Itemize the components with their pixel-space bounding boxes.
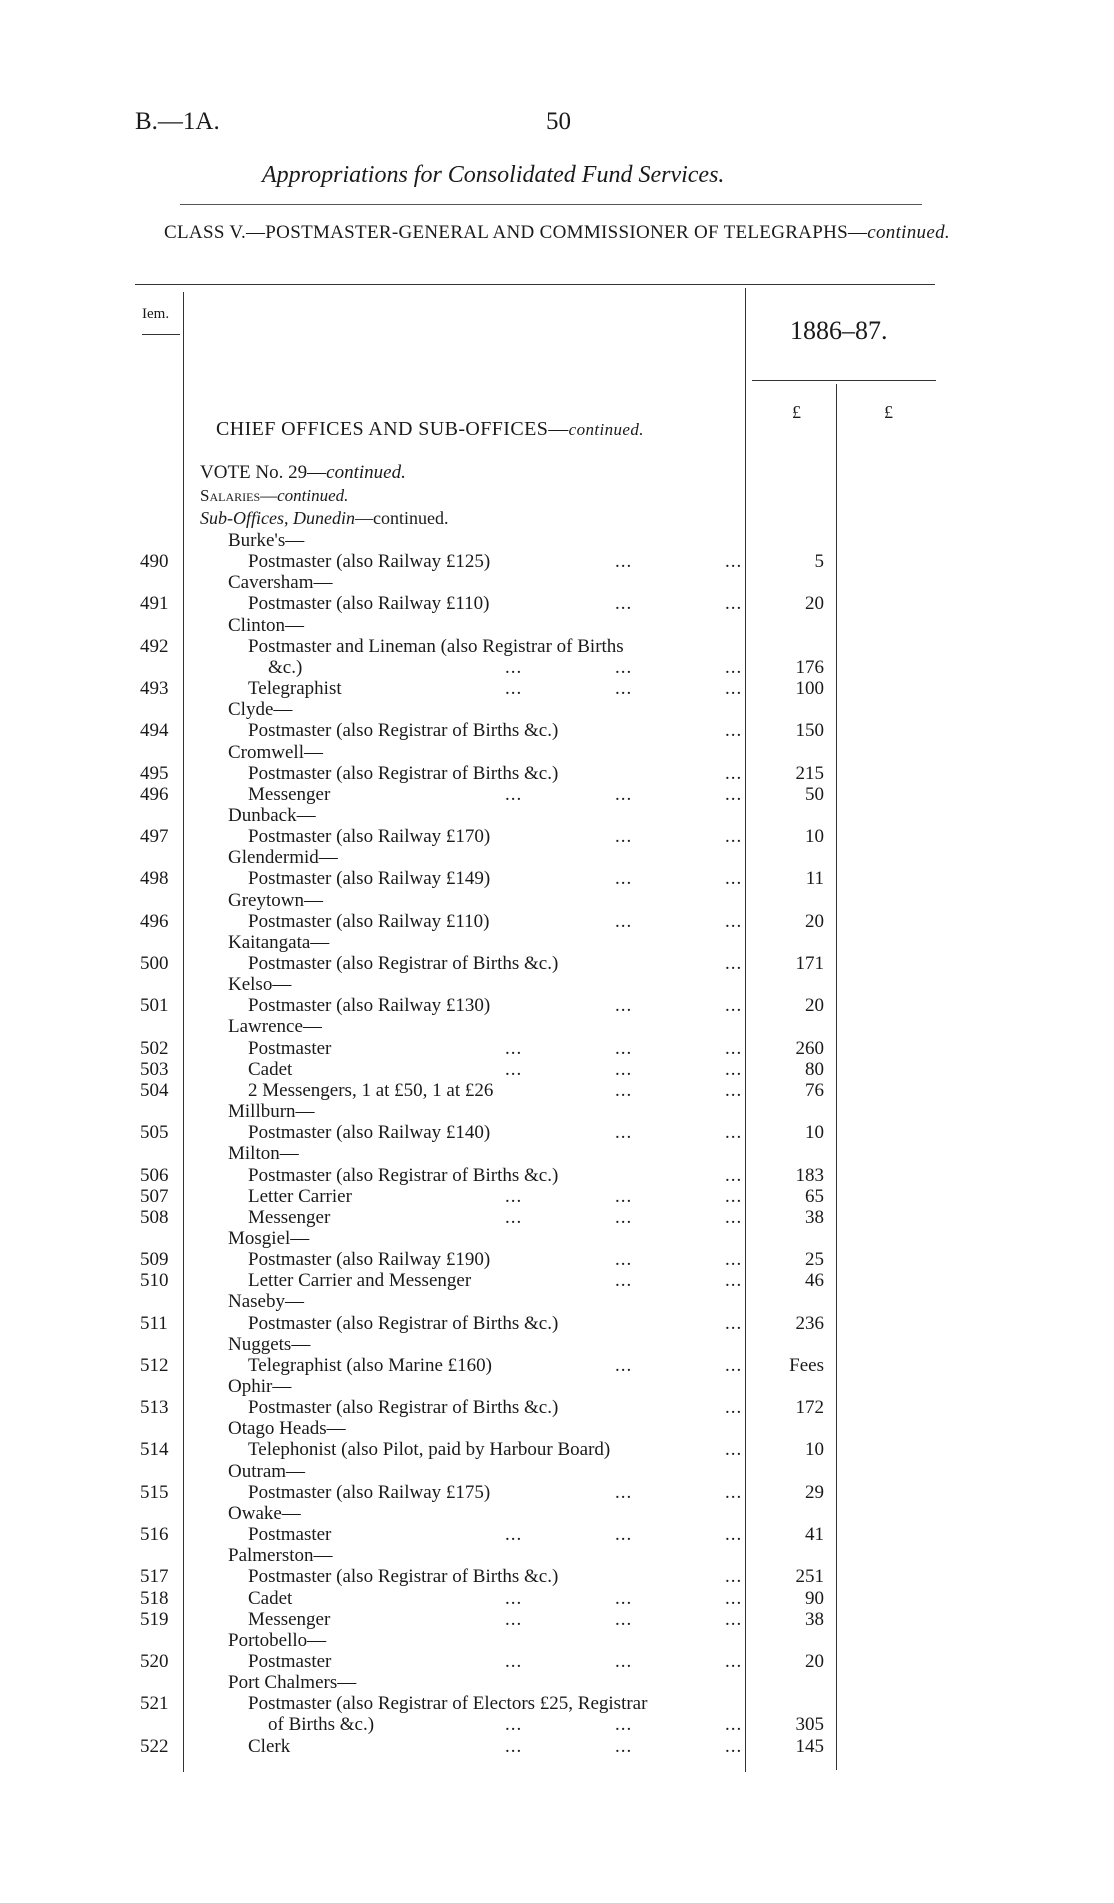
amount: 65: [805, 1185, 824, 1207]
year-rule: [752, 380, 936, 381]
ledger-row: 516 Postmaster ... ... ... 41: [140, 1524, 824, 1546]
amount: 80: [805, 1058, 824, 1080]
office-name: Lawrence—: [228, 1016, 322, 1038]
salaries-heading: [200, 486, 348, 506]
item-number: 498: [140, 868, 169, 890]
amount: 50: [805, 783, 824, 805]
ledger-row: 513 Postmaster (also Registrar of Births &c.) ... 172: [140, 1397, 824, 1419]
item-number: 514: [140, 1439, 169, 1461]
amount: 20: [805, 1650, 824, 1672]
ledger-row: 522 Clerk ... ... ... 145: [140, 1735, 824, 1757]
item-number: 503: [140, 1058, 169, 1080]
amount: 90: [805, 1587, 824, 1609]
office-name: Dunback—: [228, 804, 316, 826]
office-name: Outram—: [228, 1460, 306, 1482]
item-number: 495: [140, 762, 169, 784]
office-name: Nuggets—: [228, 1333, 311, 1355]
item-number: 522: [140, 1735, 169, 1757]
ledger-row: 496 Postmaster (also Railway £110) ... ... 20: [140, 910, 824, 932]
office-name: Palmerston—: [228, 1545, 333, 1567]
item-number: 509: [140, 1249, 169, 1271]
office-heading-row: [0, 615, 1114, 637]
office-name: Otago Heads—: [228, 1418, 346, 1440]
office-heading-row: [0, 932, 1114, 954]
position-description: Postmaster and Lineman (also Registrar of Births: [248, 635, 624, 657]
ledger-row: 508 Messenger ... ... ... 38: [140, 1206, 824, 1228]
position-description: Postmaster: [248, 1524, 332, 1546]
office-heading-row: [0, 805, 1114, 827]
position-description: Postmaster (also Registrar of Births &c.): [248, 1566, 559, 1588]
vote-label: VOTE No. 29—: [200, 462, 327, 483]
office-heading-row: [0, 847, 1114, 869]
position-description: Postmaster (also Railway £125): [248, 551, 491, 573]
office-heading-row: [0, 1291, 1114, 1313]
position-description: Postmaster (also Railway £110): [248, 593, 490, 615]
amount: 100: [795, 678, 824, 700]
ledger-row: 494 Postmaster (also Registrar of Births &c.) ... 150: [140, 720, 824, 742]
ledger-row: [0, 636, 1114, 658]
item-number: 494: [140, 720, 169, 742]
ledger-row: 497 Postmaster (also Railway £170) ... ... 10: [140, 826, 824, 848]
class-title-continued: continued.: [867, 222, 950, 243]
item-number: 510: [140, 1270, 169, 1292]
ledger-row: 506 Postmaster (also Registrar of Births &c.) ... 183: [140, 1164, 824, 1186]
office-name: Portobello—: [228, 1629, 327, 1651]
office-name: Cromwell—: [228, 741, 323, 763]
page-subtitle: Appropriations for Consolidated Fund Services.: [262, 162, 725, 188]
position-description: Postmaster (also Railway £190): [248, 1249, 491, 1271]
ledger-row: 520 Postmaster ... ... ... 20: [140, 1650, 824, 1672]
office-name: Port Chalmers—: [228, 1672, 357, 1694]
item-header-rule: [142, 334, 180, 335]
office-heading-row: [0, 890, 1114, 912]
position-description: Postmaster (also Railway £130): [248, 995, 491, 1017]
position-description: Postmaster (also Railway £175): [248, 1481, 491, 1503]
office-heading-row: [0, 742, 1114, 764]
office-name: Greytown—: [228, 889, 323, 911]
ledger-row: 491 Postmaster (also Railway £110) ... ... 20: [140, 593, 824, 615]
sub-offices-continued: —continued.: [354, 508, 449, 528]
office-heading-row: [0, 1143, 1114, 1165]
amount: 10: [805, 826, 824, 848]
amount: 25: [805, 1249, 824, 1271]
office-heading-row: [0, 1672, 1114, 1694]
position-description: Postmaster (also Registrar of Births &c.): [248, 953, 559, 974]
ledger-row: of Births &c.) ... ... ... 305: [268, 1714, 824, 1736]
item-column-header: Iem.: [142, 306, 170, 322]
office-name: Owake—: [228, 1502, 301, 1524]
amount: 171: [795, 953, 824, 974]
amount: 20: [805, 910, 824, 932]
item-number: 504: [140, 1079, 169, 1101]
sub-offices-heading: [200, 508, 448, 529]
ledger-row: 504 2 Messengers, 1 at £50, 1 at £26 ... ... 76: [140, 1079, 824, 1101]
position-description: Postmaster: [248, 1037, 332, 1059]
amount: 38: [805, 1206, 824, 1228]
position-description: Postmaster (also Registrar of Births &c.): [248, 1397, 559, 1419]
amount: 76: [805, 1079, 824, 1101]
section-heading-continued: continued.: [568, 420, 644, 439]
item-number: 491: [140, 593, 169, 615]
item-number: 518: [140, 1587, 169, 1609]
ledger-row: 512 Telegraphist (also Marine £160) ... ... Fees: [140, 1354, 824, 1376]
office-name: Clinton—: [228, 614, 305, 636]
amount: 176: [795, 656, 824, 678]
item-number: 502: [140, 1037, 169, 1059]
item-number: 497: [140, 826, 169, 848]
amount: 20: [805, 593, 824, 615]
position-description: Telephonist (also Pilot, paid by Harbour Board): [248, 1439, 611, 1461]
position-description: Postmaster (also Railway £140): [248, 1122, 491, 1144]
item-number: 500: [140, 953, 169, 974]
office-name: Ophir—: [228, 1376, 292, 1397]
office-heading-row: [0, 1334, 1114, 1356]
office-name: Burke's—: [228, 530, 305, 551]
vote-label-continued: continued.: [326, 462, 406, 483]
office-heading-row: [0, 699, 1114, 721]
office-heading-row: [0, 1630, 1114, 1652]
office-heading-row: [0, 1418, 1114, 1440]
office-name: Caversham—: [228, 572, 333, 594]
document-reference: B.—1A.: [135, 108, 220, 135]
position-description: Letter Carrier: [248, 1185, 352, 1207]
ledger-row: 502 Postmaster ... ... ... 260: [140, 1037, 824, 1059]
position-description: Cadet: [248, 1587, 293, 1609]
office-name: Milton—: [228, 1143, 299, 1165]
office-heading-row: [0, 572, 1114, 594]
position-description: Postmaster (also Registrar of Births &c.): [248, 720, 559, 742]
ledger-row: 505 Postmaster (also Railway £140) ... ... 10: [140, 1122, 824, 1144]
amount: 46: [805, 1270, 824, 1292]
office-name: Naseby—: [228, 1291, 304, 1313]
position-description: Messenger: [248, 1206, 331, 1228]
ledger-row: 507 Letter Carrier ... ... ... 65: [140, 1185, 824, 1207]
ledger-row: 511 Postmaster (also Registrar of Births &c.) ... 236: [140, 1312, 824, 1334]
item-number: 517: [140, 1566, 169, 1588]
position-description: Postmaster (also Railway £149): [248, 868, 491, 890]
office-heading-row: [0, 1101, 1114, 1123]
position-description: Telegraphist: [248, 678, 342, 700]
amount: 145: [795, 1735, 824, 1757]
item-number: 508: [140, 1206, 169, 1228]
item-number: 513: [140, 1397, 169, 1419]
header-rule: [180, 204, 922, 205]
office-heading-row: [0, 530, 1114, 552]
amount: 150: [795, 720, 824, 742]
item-number: 507: [140, 1185, 169, 1207]
section-heading-text: CHIEF OFFICES AND SUB-OFFICES—: [216, 418, 569, 440]
position-description: Postmaster (also Registrar of Births &c.): [248, 1312, 559, 1334]
position-description: Postmaster (also Railway £170): [248, 826, 491, 848]
office-name: Kelso—: [228, 974, 292, 996]
page-number: 50: [546, 108, 571, 135]
position-description: 2 Messengers, 1 at £50, 1 at £26: [248, 1079, 494, 1101]
ledger-row: 509 Postmaster (also Railway £190) ... ... 25: [140, 1249, 824, 1271]
ledger-row: &c.) ... ... ... 176: [268, 656, 824, 678]
amount: 20: [805, 995, 824, 1017]
class-title: [0, 222, 1114, 244]
item-number: 490: [140, 551, 169, 573]
amount: 11: [805, 868, 824, 890]
currency-header-2: £: [884, 402, 893, 422]
position-description: Messenger: [248, 783, 331, 805]
office-heading-row: [0, 1461, 1114, 1483]
position-description: Telegraphist (also Marine £160): [248, 1354, 493, 1376]
item-number: 496: [140, 910, 169, 932]
position-description: Postmaster (also Registrar of Births &c.): [248, 762, 559, 784]
item-number: 519: [140, 1608, 169, 1630]
item-number: 496: [140, 783, 169, 805]
amount: 305: [795, 1714, 824, 1736]
amount: 260: [795, 1037, 824, 1059]
amount: 251: [795, 1566, 824, 1588]
item-number: 511: [140, 1312, 168, 1334]
position-description: Postmaster: [248, 1650, 332, 1672]
position-description: Messenger: [248, 1608, 331, 1630]
office-name: Millburn—: [228, 1101, 315, 1123]
table-top-rule: [135, 284, 935, 285]
section-heading: [216, 418, 644, 441]
office-heading-row: [0, 1503, 1114, 1525]
position-description: Clerk: [248, 1735, 291, 1757]
vote-heading: [200, 462, 406, 484]
item-number: 493: [140, 678, 169, 700]
salaries-label: Salaries—: [200, 486, 278, 505]
position-description: Postmaster (also Railway £110): [248, 910, 490, 932]
ledger-row: 515 Postmaster (also Railway £175) ... ... 29: [140, 1481, 824, 1503]
ledger-row: 519 Messenger ... ... ... 38: [140, 1608, 824, 1630]
office-heading-row: [0, 1228, 1114, 1250]
amount: 236: [795, 1312, 824, 1334]
ledger-row: 496 Messenger ... ... ... 50: [140, 783, 824, 805]
item-number: 501: [140, 995, 169, 1017]
amount: 10: [805, 1439, 824, 1461]
office-name: Clyde—: [228, 699, 293, 721]
item-number: 516: [140, 1524, 169, 1546]
amount: 183: [795, 1164, 824, 1186]
position-description: &c.): [268, 656, 303, 678]
class-title-text: CLASS V.—POSTMASTER-GENERAL AND COMMISSIONER OF TELEGRAPHS—: [164, 222, 868, 243]
office-heading-row: [0, 974, 1114, 996]
office-name: Kaitangata—: [228, 931, 330, 953]
ledger-row: 495 Postmaster (also Registrar of Births &c.) ... 215: [140, 762, 824, 784]
ledger-row: 514 Telephonist (also Pilot, paid by Harbour Board) ... 10: [140, 1439, 824, 1461]
year-header: 1886–87.: [790, 316, 888, 345]
position-description: Letter Carrier and Messenger: [248, 1270, 472, 1292]
office-heading-row: [0, 1545, 1114, 1567]
currency-header-1: £: [792, 402, 801, 422]
ledger-row: 493 Telegraphist ... ... ... 100: [140, 678, 824, 700]
office-name: Glendermid—: [228, 847, 338, 869]
office-heading-row: [0, 1376, 1114, 1398]
ledger-row: 490 Postmaster (also Railway £125) ... ... 5: [140, 551, 824, 573]
ledger-row: 510 Letter Carrier and Messenger ... ... 46: [140, 1270, 824, 1292]
item-number: 492: [140, 635, 169, 657]
position-description: of Births &c.): [268, 1714, 375, 1736]
amount: 29: [805, 1481, 824, 1503]
office-heading-row: [0, 1016, 1114, 1038]
position-description: Cadet: [248, 1058, 293, 1080]
item-number: 521: [140, 1693, 169, 1715]
salaries-continued: continued.: [277, 486, 349, 505]
item-number: 520: [140, 1650, 169, 1672]
ledger-row: [0, 1693, 1114, 1715]
ledger-row: 498 Postmaster (also Railway £149) ... ... 11: [140, 868, 824, 890]
amount: 38: [805, 1608, 824, 1630]
position-description: Postmaster (also Registrar of Electors £25, Registrar: [248, 1693, 648, 1715]
item-number: 512: [140, 1354, 169, 1376]
ledger-row: 501 Postmaster (also Railway £130) ... ... 20: [140, 995, 824, 1017]
ledger-row: 500 Postmaster (also Registrar of Births &c.) ... 171: [140, 953, 824, 974]
ledger-row: 518 Cadet ... ... ... 90: [140, 1587, 824, 1609]
amount: 215: [795, 762, 824, 784]
amount: 172: [795, 1397, 824, 1419]
amount: Fees: [789, 1354, 824, 1376]
item-number: 505: [140, 1122, 169, 1144]
sub-offices-label: Sub-Offices, Dunedin: [200, 508, 355, 528]
item-number: 515: [140, 1481, 169, 1503]
amount: 41: [805, 1524, 824, 1546]
item-number: 506: [140, 1164, 169, 1186]
office-name: Mosgiel—: [228, 1227, 310, 1249]
amount: 5: [814, 551, 824, 573]
ledger-row: 517 Postmaster (also Registrar of Births &c.) ... 251: [140, 1566, 824, 1588]
ledger-row: 503 Cadet ... ... ... 80: [140, 1058, 824, 1080]
position-description: Postmaster (also Registrar of Births &c.): [248, 1164, 559, 1186]
amount: 10: [805, 1122, 824, 1144]
